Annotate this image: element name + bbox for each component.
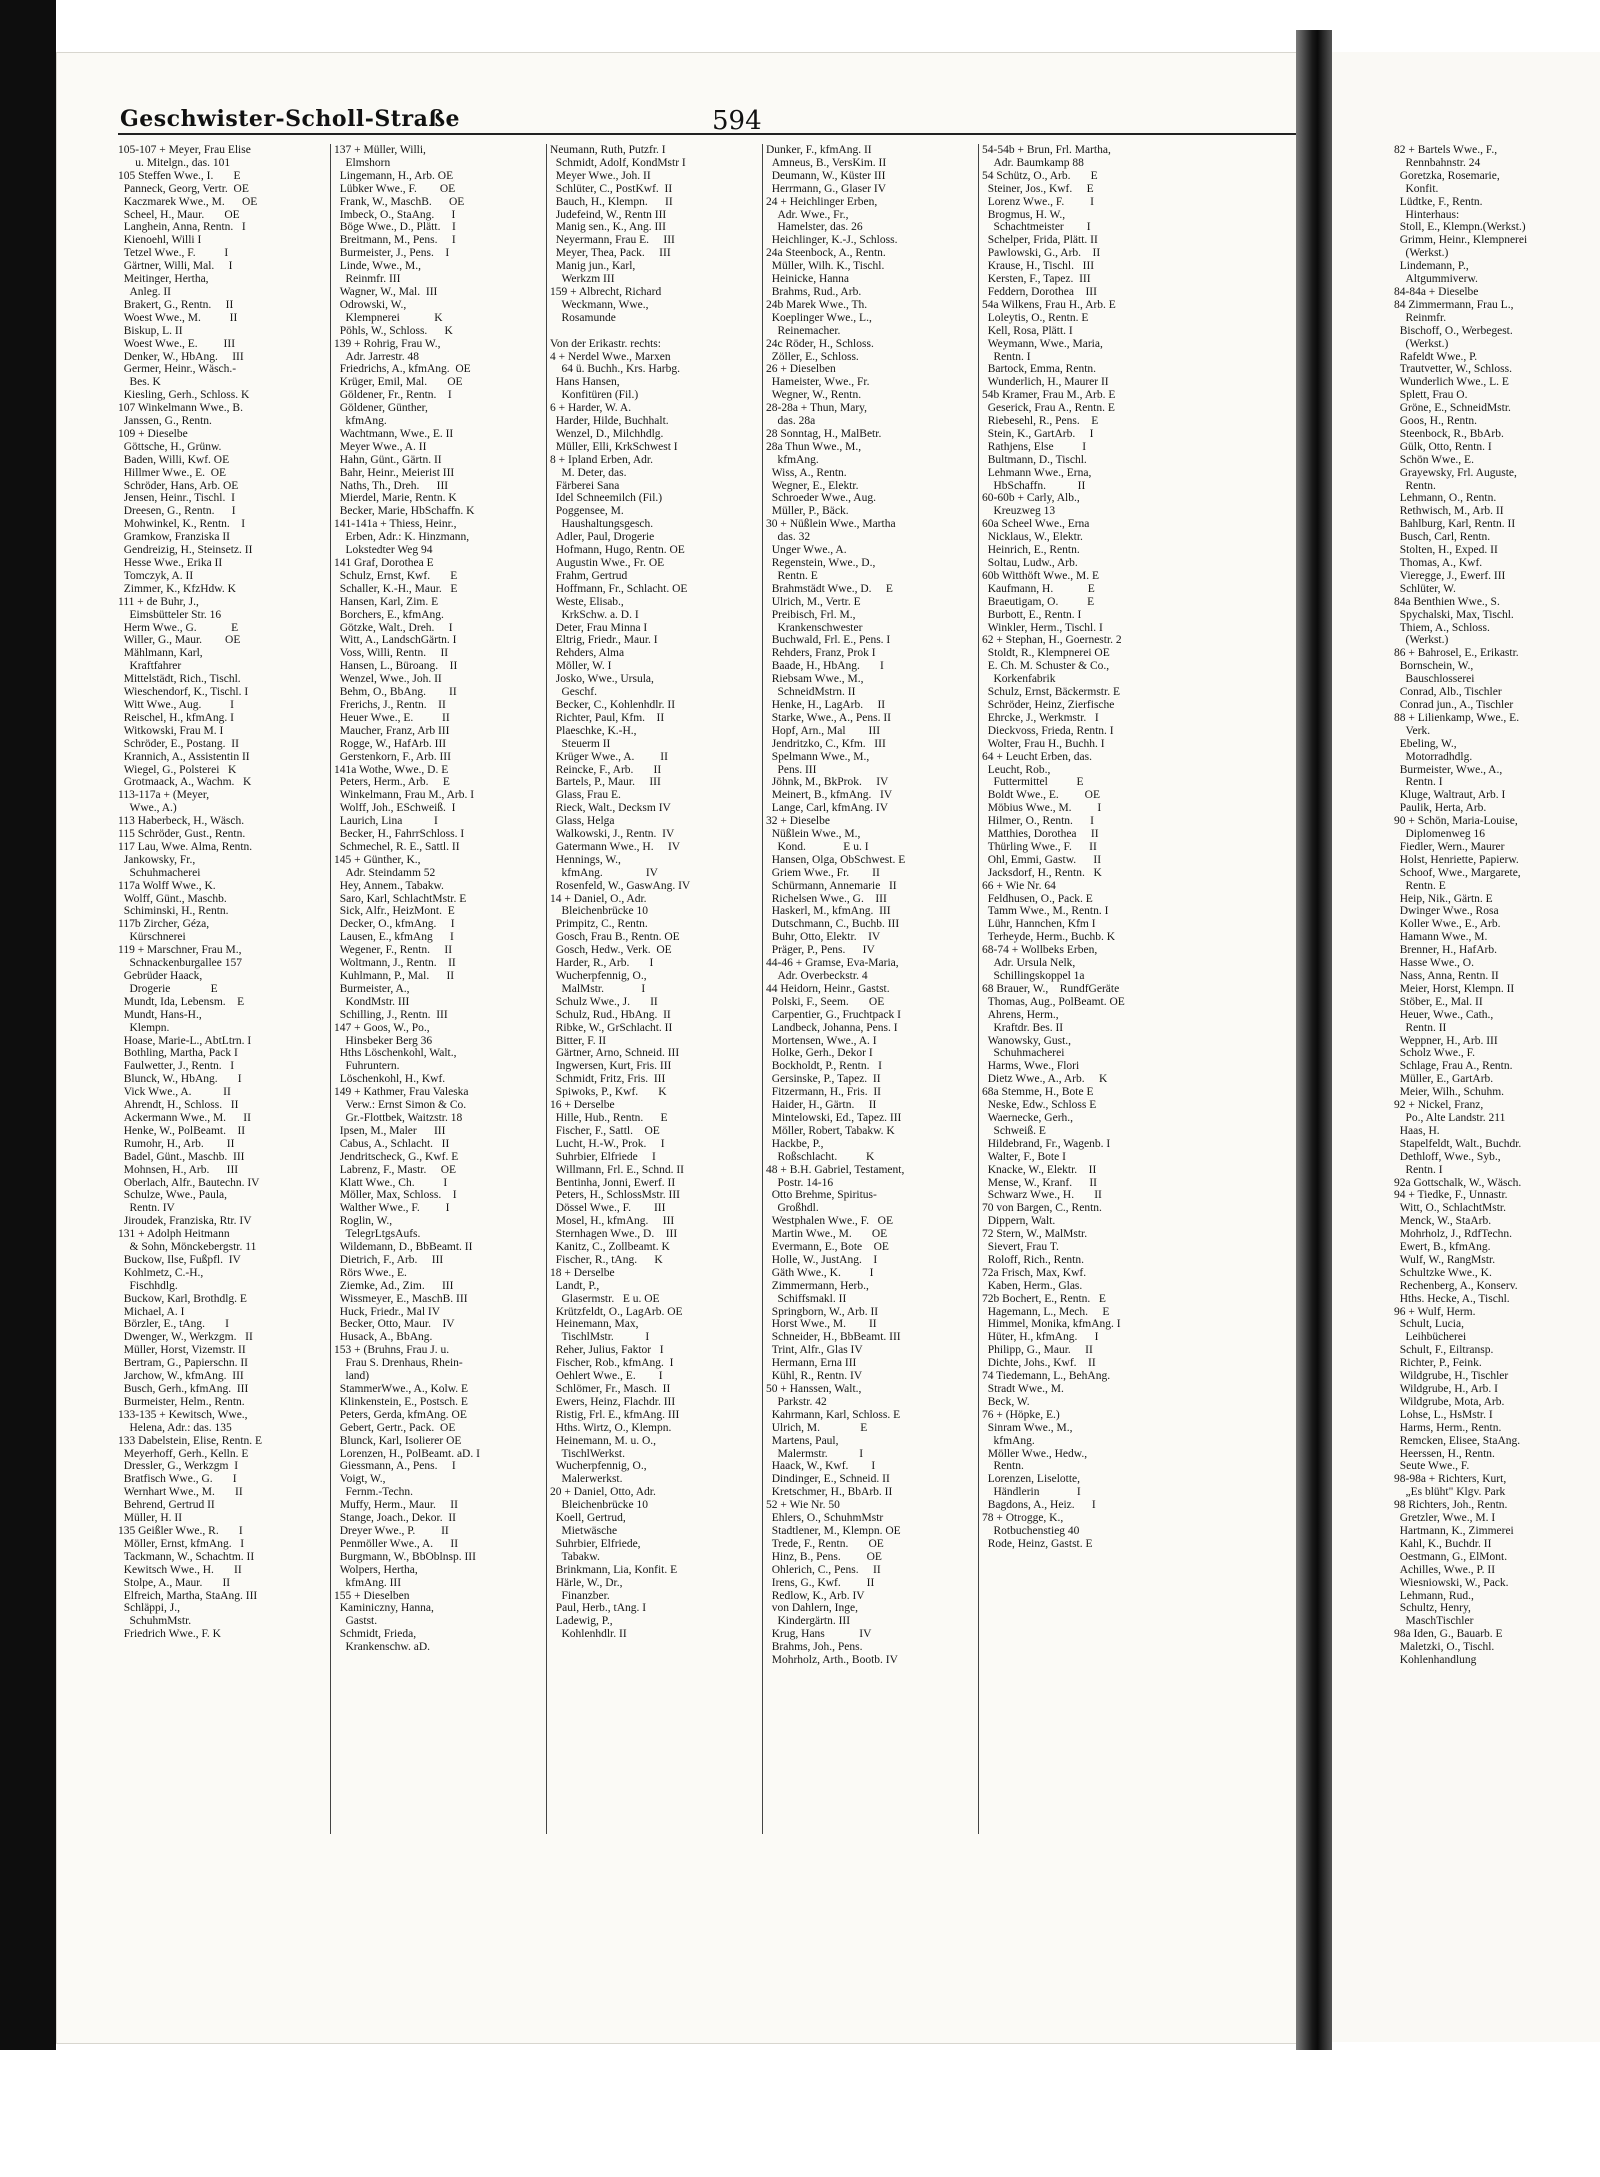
page-street-heading: Geschwister-Scholl-Straße [120, 106, 461, 132]
directory-column-4: Dunker, F., kfmAng. II Amneus, B., VersKim. II Deumann, W., Küster III Herrmann, G., Glaser IV 24 + Heichlinger Erben, Adr. Wwe., Fr., Hamelster, das. 26 Heichlinger, K.-J., Schloss. 24a Steenbock, A., Rentn. Müller, Wilh. K., Tischl. Heinicke, Hanna Brahms, Rud., Arb. 24b Marek Wwe., Th. Koeplinger Wwe., L., Reinemacher. 24c Röder, H., Schloss. Zöller, E., Schloss. 26 + Dieselben Hameister, Wwe., Fr. Wegner, W., Rentn. 28-28a + Thun, Mary, das. 28a 28 Sonntag, H., MalBetr. 28a Thun Wwe., M., kfmAng. Wiss, A., Rentn. Wegner, E., Elektr. Schroeder Wwe., Aug. Müller, P., Bäck. 30 + Nüßlein Wwe., Martha das. 32 Unger Wwe., A. Regenstein, Wwe., D., Rentn. E Brahmstädt Wwe., D. E Ulrich, M., Vertr. E Preibisch, Frl. M., Krankenschwester Buchwald, Frl. E., Pens. I Rehders, Franz, Prok I Baade, H., HbAng. I Riebsam Wwe., M., SchneidMstrn. II Henke, H., LagArb. II Starke, Wwe., A., Pens. II Hopf, Arn., Mal III Jendritzko, C., Kfm. III Spelmann Wwe., M., Pens. III Jöhnk, M., BkProk. IV Meinert, B., kfmAng. IV Lange, Carl, kfmAng. IV 32 + Dieselbe Nüßlein Wwe., M., Kond. E u. I Hansen, Olga, ObSchwest. E Griem Wwe., Fr. II Schürmann, Annemarie II Richelsen Wwe., G. III Haskerl, M., kfmAng. III Dutschmann, C., Buchb. III Buhr, Otto, Elektr. IV Präger, P., Pens. IV 44-46 + Gramse, Eva-Maria, Adr. Overbeckstr. 4 44 Heidorn, Heinr., Gastst. Polski, F., Seem. OE Carpentier, G., Fruchtpack I Landbeck, Johanna, Pens. I Mortensen, Wwe., A. I Holke, Gerh., Dekor I Bockholdt, P., Rentn. I Gersinske, P., Tapez. II Fitzermann, H., Fris. II Haider, H., Gärtn. II Mintelowski, Ed., Tapez. III Möller, Robert, Tabakw. K Hackbe, P., Roßschlacht. K 48 + B.H. Gabriel, Testament, Postr. 14-16 Otto Brehme, Spiritus- Großhdl. Westphalen Wwe., F. OE Martin Wwe., M. OE Evermann, E., Bote OE Holle, W., JustAng. I Gäth Wwe., K. I Zimmermann, Herb., Schiffsmakl. II Springborn, W., Arb. II Horst Wwe., M. II Schneider, H., BbBeamt. III Trint, Alfr., Glas IV Hermann, Erna III Kühl, R., Rentn. IV 50 + Hanssen, Walt., Parkstr. 42 Kahrmann, Karl, Schloss. E Ulrich, M. E Martens, Paul, Malermstr. I Haack, W., Kwf. I Dindinger, E., Schneid. II Kretschmer, H., BbArb. II 52 + Wie Nr. 50 Ehlers, O., SchuhmMstr Stadtlener, M., Klempn. OE Trede, F., Rentn. OE Hinz, B., Pens. OE Ohlerich, C., Pens. II Irens, G., Kwf. II Redlow, K., Arb. IV von Dahlern, Inge, Kindergärtn. III Krug, Hans IV Brahms, Joh., Pens. Mohrholz, Arth., Bootb. IV [766, 144, 906, 1667]
column-divider [546, 144, 547, 1834]
directory-column-2: 137 + Müller, Willi, Elmshorn Lingemann, H., Arb. OE Lübker Wwe., F. OE Frank, W., MaschB. OE Imbeck, O., StaAng. I Böge Wwe., D., Plätt. I Breitmann, M., Pens. I Burmeister, J., Pens. I Linde, Wwe., M., Reinmfr. III Wagner, W., Mal. III Odrowski, W., Klempnerei K Pöhls, W., Schloss. K 139 + Rohrig, Frau W., Adr. Jarrestr. 48 Friedrichs, A., kfmAng. OE Krüger, Emil, Mal. OE Göldener, Fr., Rentn. I Göldener, Günther, kfmAng. Wachtmann, Wwe., E. II Meyer Wwe., A. II Hahn, Günt., Gärtn. II Bahr, Heinr., Meierist III Naths, Th., Dreh. III Mierdel, Marie, Rentn. K Becker, Marie, HbSchaffn. K 141-141a + Thiess, Heinr., Erben, Adr.: K. Hinzmann, Lokstedter Weg 94 141 Graf, Dorothea E Schulz, Ernst, Kwf. E Schaller, K.-H., Maur. E Hansen, Karl, Zim. E Borchers, E., kfmAng. Götzke, Walt., Dreh. I Witt, A., LandschGärtn. I Voss, Willi, Rentn. II Hansen, L., Büroang. II Wenzel, Wwe., Joh. II Behm, O., BbAng. II Frerichs, J., Rentn. II Heuer Wwe., E. II Maucher, Franz, Arb III Rogge, W., HafArb. III Gerstenkorn, F., Arb. III 141a Wothe, Wwe., D. E Peters, Herm., Arb. E Winkelmann, Frau M., Arb. I Wolff, Joh., ESchweiß. I Laurich, Lina I Becker, H., FahrrSchloss. I Schmechel, R. E., Sattl. II 145 + Günther, K., Adr. Steindamm 52 Hey, Annem., Tabakw. Saro, Karl, SchlachtMstr. E Sick, Alfr., HeizMont. E Decker, O., kfmAng. I Lausen, E., kfmAng I Wegener, F., Rentn. II Woltmann, J., Rentn. II Kuhlmann, P., Mal. II Burmeister, A., KondMstr. III Schilling, J., Rentn. III 147 + Goos, W., Po., Hinsbeker Berg 36 Hths Löschenkohl, Walt., Fuhruntern. Löschenkohl, H., Kwf. 149 + Kathmer, Frau Valeska Verw.: Ernst Simon & Co. Gr.-Flottbek, Waitzstr. 18 Ipsen, M., Maler III Cabus, A., Schlacht. II Jendritscheck, G., Kwf. E Labrenz, F., Mastr. OE Klatt Wwe., Ch. I Möller, Max, Schloss. I Walther Wwe., F. I Roglin, W., TelegrLtgsAufs. Wildemann, D., BbBeamt. II Dietrich, F., Arb. III Rörs Wwe., E. Ziemke, Ad., Zim. III Wissmeyer, E., MaschB. III Huck, Friedr., Mal IV Becker, Otto, Maur. IV Husack, A., BbAng. 153 + (Bruhns, Frau J. u. Frau S. Drenhaus, Rhein- land) StammerWwe., A., Kolw. E Klinkenstein, E., Postsch. E Peters, Gerda, kfmAng. OE Gebert, Gertr., Pack. OE Blunck, Karl, Isolierer OE Lorenzen, H., PolBeamt. aD. I Giessmann, A., Pens. I Voigt, W., Fernm.-Techn. Muffy, Herm., Maur. II Stange, Joach., Dekor. II Dreyer Wwe., P. II Penmöller Wwe., A. II Burgmann, W., BbOblnsp. III Wolpers, Hertha, kfmAng. III 155 + Dieselben Kaminiczny, Hanna, Gastst. Schmidt, Frieda, Krankenschw. aD. [334, 144, 480, 1654]
directory-column-1: 105-107 + Meyer, Frau Elise u. Mitelgn., das. 101 105 Steffen Wwe., I. E Panneck, Georg, Vertr. OE Kaczmarek Wwe., M. OE Scheel, H., Maur. OE Langhein, Anna, Rentn. I Kienoehl, Willi I Tetzel Wwe., F. I Gärtner, Willi, Mal. I Meitinger, Hertha, Anleg. II Brakert, G., Rentn. II Woest Wwe., M. II Biskup, L. II Woest Wwe., E. III Denker, W., HbAng. III Germer, Heinr., Wäsch.- Bes. K Kiesling, Gerh., Schloss. K 107 Winkelmann Wwe., B. Janssen, G., Rentn. 109 + Dieselbe Göttsche, H., Grünw. Baden, Willi, Kwf. OE Hillmer Wwe., E. OE Schröder, Hans, Arb. OE Jensen, Heinr., Tischl. I Dreesen, G., Rentn. I Mohwinkel, K., Rentn. I Gramkow, Franziska II Gendreizig, H., Steinsetz. II Hesse Wwe., Erika II Tomczyk, A. II Zimmer, K., KfzHdw. K 111 + de Buhr, J., Eimsbütteler Str. 16 Herm Wwe., G. E Willer, G., Maur. OE Mählmann, Karl, Kraftfahrer Mittelstädt, Rich., Tischl. Wieschendorf, K., Tischl. I Witt Wwe., Aug. I Reischel, H., kfmAng. I Witkowski, Frau M. I Schröder, E., Postang. II Krannich, A., Assistentin II Wiegel, G., Polsterei K Grotmaack, A., Wachm. K 113-117a + (Meyer, Wwe., A.) 113 Haberbeck, H., Wäsch. 115 Schröder, Gust., Rentn. 117 Lau, Wwe. Alma, Rentn. Jankowsky, Fr., Schuhmacherei 117a Wolff Wwe., K. Wolff, Günt., Maschb. Schiminski, H., Rentn. 117b Zircher, Géza, Kürschnerei 119 + Marschner, Frau M., Schnackenburgallee 157 Gebrüder Haack, Drogerie E Mundt, Ida, Lebensm. E Mundt, Hans-H., Klempn. Hoase, Marie-L., AbtLtrn. I Bothling, Martha, Pack I Faulwetter, J., Rentn. I Blunck, W., HbAng. I Vick Wwe., A. II Ahrendt, H., Schloss. II Ackermann Wwe., M. II Henke, W., PolBeamt. II Rumohr, H., Arb. II Badel, Günt., Maschb. III Mohnsen, H., Arb. III Oberlach, Alfr., Bautechn. IV Schulze, Wwe., Paula, Rentn. IV Jiroudek, Franziska, Rtr. IV 131 + Adolph Heitmann & Sohn, Mönckebergstr. 11 Buckow, Ilse, Fußpfl. IV Kohlmetz, C.-H., Fischhdlg. Buckow, Karl, Brothdlg. E Michael, A. I Börzler, E., tAng. I Dwenger, W., Werkzgm. II Müller, Horst, Vizemstr. II Bertram, G., Papierschn. II Jarchow, W., kfmAng. III Busch, Gerh., kfmAng. III Burmeister, Helm., Rentn. 133-135 + Kewitsch, Wwe., Helena, Adr.: das. 135 133 Dabelstein, Elise, Rentn. E Meyerhoff, Gerh., Kelln. E Dressler, G., Werkzgm I Bratfisch Wwe., G. I Wernhart Wwe., M. II Behrend, Gertrud II Müller, H. II 135 Geißler Wwe., R. I Möller, Ernst, kfmAng. I Tackmann, W., Schachtm. II Kewitsch Wwe., H. II Stolpe, A., Maur. II Elfreich, Martha, StaAng. III Schläppi, J., SchuhmMstr. Friedrich Wwe., F. K [118, 144, 263, 1641]
directory-column-5: 54-54b + Brun, Frl. Martha, Adr. Baumkamp 88 54 Schütz, O., Arb. E Steiner, Jos., Kwf. E Lorenz Wwe., F. I Brogmus, H. W., Schachtmeister I Schelper, Frida, Plätt. II Pawlowski, G., Arb. II Krause, H., Tischl. III Kersten, F., Tapez. III Feddern, Dorothea III 54a Wilkens, Frau H., Arb. E Loleytis, O., Rentn. E Kell, Rosa, Plätt. I Weymann, Wwe., Maria, Rentn. I Bartock, Emma, Rentn. Wunderlich, H., Maurer II 54b Kramer, Frau M., Arb. E Geserick, Frau A., Rentn. E Riebesehl, R., Pens. E Stein, K., GartArb. I Rathjens, Else I Bultmann, D., Tischl. Lehmann Wwe., Erna, HbSchaffn. II 60-60b + Carly, Alb., Kreuzweg 13 60a Scheel Wwe., Erna Nicklaus, W., Elektr. Heinrich, E., Rentn. Soltau, Ludw., Arb. 60b Witthöft Wwe., M. E Kaufmann, H. E Braeutigam, O. E Burbott, E., Rentn. I Winkler, Herm., Tischl. I 62 + Stephan, H., Goernestr. 2 Stoldt, R., Klempnerei OE E. Ch. M. Schuster & Co., Korkenfabrik Schulz, Ernst, Bäckermstr. E Schröder, Heinz, Zierfische Ehrcke, J., Werkmstr. I Dieckvoss, Frieda, Rentn. I Wolter, Frau H., Buchh. I 64 + Leucht Erben, das. Leucht, Rob., Futtermittel E Boldt Wwe., E. OE Möbius Wwe., M. I Hilmer, O., Rentn. I Matthies, Dorothea II Thürling Wwe., F. II Ohl, Emmi, Gastw. II Jacksdorf, H., Rentn. K 66 + Wie Nr. 64 Feldhusen, O., Pack. E Tamm Wwe., M., Rentn. I Lühr, Hannchen, Kfm I Terheyde, Herm., Buchb. K 68-74 + Wollbeks Erben, Adr. Ursula Nelk, Schillingskoppel 1a 68 Brauer, W., RundfGeräte Thomas, Aug., PolBeamt. OE Ahrens, Herm., Kraftdr. Bes. II Wanowsky, Gust., Schuhmacherei Harms, Wwe., Flori Dietz Wwe., A., Arb. K 68a Stemme, H., Bote E Neske, Edw., Schloss E Waernecke, Gerh., Schweiß. E Hildebrand, Fr., Wagenb. I Walter, F., Bote I Knacke, W., Elektr. II Mense, W., Kranf. II Schwarz Wwe., H. II 70 von Bargen, C., Rentn. Dippern, Walt. 72 Stern, W., MalMstr. Sievert, Frau T. Roloff, Rich., Rentn. 72a Frisch, Max, Kwf. Kaben, Herm., Glas. 72b Bochert, E., Rentn. E Hagemann, L., Mech. E Himmel, Monika, kfmAng. I Hüter, H., kfmAng. I Philipp, G., Maur. II Dichte, Johs., Kwf. II 74 Tiedemann, L., BehAng. Stradt Wwe., M. Beck, W. 76 + (Höpke, E.) Sinram Wwe., M., kfmAng. Möller Wwe., Hedw., Rentn. Lorenzen, Liselotte, Händlerin I Bagdons, A., Heiz. I 78 + Otrogge, K., Rotbuchenstieg 40 Rode, Heinz, Gastst. E [982, 144, 1125, 1550]
scan-bottom-margin [0, 2050, 1600, 2177]
scan-edge-shadow [0, 0, 56, 2050]
directory-column-3: Neumann, Ruth, Putzfr. I Schmidt, Adolf, KondMstr I Meyer Wwe., Joh. II Schlüter, C., PostKwf. II Bauch, H., Klempn. II Judefeind, W., Rentn III Manig sen., K., Ang. III Neyermann, Frau E. III Meyer, Thea, Pack. III Manig jun., Karl, Werkzm III 159 + Albrecht, Richard Weckmann, Wwe., Rosamunde Von der Erikastr. rechts: 4 + Nerdel Wwe., Marxen 64 ü. Buchh., Krs. Harbg. Hans Hansen, Konfitüren (Fil.) 6 + Harder, W. A. Harder, Hilde, Buchhalt. Wenzel, D., Milchhdlg. Müller, Elli, KrkSchwest I 8 + Ipland Erben, Adr. M. Deter, das. Färberei Sana Idel Schneemilch (Fil.) Poggensee, M. Haushaltungsgesch. Adler, Paul, Drogerie Hofmann, Hugo, Rentn. OE Augustin Wwe., Fr. OE Frahm, Gertrud Hoffmann, Fr., Schlacht. OE Weste, Elisab., KrkSchw. a. D. I Deter, Frau Minna I Eltrig, Friedr., Maur. I Rehders, Alma Möller, W. I Josko, Wwe., Ursula, Geschf. Becker, C., Kohlenhdlr. II Richter, Paul, Kfm. II Plaeschke, K.-H., Steuerm II Krüger Wwe., A. II Reincke, F., Arb. II Bartels, P., Maur. III Glass, Frau E. Rieck, Walt., Decksm IV Glass, Helga Walkowski, J., Rentn. IV Gatermann Wwe., H. IV Hennings, W., kfmAng. IV Rosenfeld, W., GaswAng. IV 14 + Daniel, O., Adr. Bleichenbrücke 10 Primpitz, C., Rentn. Gosch, Frau B., Rentn. OE Gosch, Hedw., Verk. OE Harder, R., Arb. I Wucherpfennig, O., MalMstr. I Schulz Wwe., J. II Schulz, Rud., HbAng. II Ribke, W., GrSchlacht. II Bitter, F. II Gärtner, Arno, Schneid. III Ingwersen, Kurt, Fris. III Schmidt, Fritz, Fris. III Spiwoks, P., Kwf. K 16 + Derselbe Hille, Hub., Rentn. E Fischer, F., Sattl. OE Lucht, H.-W., Prok. I Suhrbier, Elfriede I Willmann, Frl. E., Schnd. II Bentinha, Jonni, Ewerf. II Peters, H., SchlossMstr. III Dössel Wwe., F. III Mosel, H., kfmAng. III Sternhagen Wwe., D. III Kanitz, C., Zollbeamt. K Fischer, R., tAng. K 18 + Derselbe Landt, P., Glasermstr. E u. OE Krützfeldt, O., LagArb. OE Heinemann, Max, TischlMstr. I Reher, Julius, Faktor I Fischer, Rob., kfmAng. I Oehlert Wwe., E. I Schlömer, Fr., Masch. II Ewers, Heinz, Flachdr. III Ristig, Frl. E., kfmAng. III Hths. Wirtz, O., Klempn. Heinemann, M. u. O., TischlWerkst. Wucherpfennig, O., Malerwerkst. 20 + Daniel, Otto, Adr. Bleichenbrücke 10 Koell, Gertrud, Mietwäsche Suhrbier, Elfriede, Tabakw. Brinkmann, Lia, Konfit. E Härle, W., Dr., Finanzber. Paul, Herb., tAng. I Ladewig, P., Kohlenhdlr. II [550, 144, 691, 1641]
column-divider [330, 144, 331, 1834]
book-gutter [1296, 30, 1332, 2070]
page-number: 594 [712, 106, 762, 136]
next-page-column: 82 + Bartels Wwe., F., Rennbahnstr. 24 Goretzka, Rosemarie, Konfit. Lüdtke, F., Rentn. Hinterhaus: Stoll, E., Klempn.(Werkst.) Grimm, Heinr., Klempnerei (Werkst.) Lindemann, P., Altgummiverw. 84-84a + Dieselbe 84 Zimmermann, Frau L., Reinmfr. Bischoff, O., Werbegest. (Werkst.) Rafeldt Wwe., P. Trautvetter, W., Schloss. Wunderlich Wwe., L. E Splett, Frau O. Gröne, E., SchneidMstr. Goos, H., Rentn. Steenbock, R., BbArb. Gülk, Otto, Rentn. I Schön Wwe., E. Grayewsky, Frl. Auguste, Rentn. Lehmann, O., Rentn. Rethwisch, M., Arb. II Bahlburg, Karl, Rentn. II Busch, Carl, Rentn. Stolten, H., Exped. II Thomas, A., Kwf. Vieregge, J., Ewerf. III Schlüter, W. 84a Benthien Wwe., S. Spychalski, Max, Tischl. Thiem, A., Schloss. (Werkst.) 86 + Bahrosel, E., Erikastr. Bornschein, W., Bauschlosserei Conrad, Alb., Tischler Conrad jun., A., Tischler 88 + Lilienkamp, Wwe., E. Verk. Ebeling, W., Motorradhdlg. Burmeister, Wwe., A., Rentn. I Kluge, Waltraut, Arb. I Paulik, Herta, Arb. 90 + Schön, Maria-Louise, Diplomenweg 16 Fiedler, Wern., Maurer Holst, Henriette, Papierw. Schoof, Wwe., Margarete, Rentn. E Heip, Nik., Gärtn. E Dwinger Wwe., Rosa Koller Wwe., E., Arb. Hamann Wwe., M. Brenner, H., HafArb. Hasse Wwe., O. Nass, Anna, Rentn. II Meier, Horst, Klempn. II Stöber, E., Mal. II Heuer, Wwe., Cath., Rentn. II Weppner, H., Arb. III Scholz Wwe., F. Schlage, Frau A., Rentn. Müller, E., GartArb. Meier, Wilh., Schuhm. 92 + Nickel, Franz, Po., Alte Landstr. 211 Haas, H. Stapelfeldt, Walt., Buchdr. Dethloff, Wwe., Syb., Rentn. I 92a Gottschalk, W., Wäsch. 94 + Tiedke, F., Unnastr. Witt, O., SchlachtMstr. Menck, W., StaArb. Mohrholz, J., RdfTechn. Ewert, B., kfmAng. Wulf, W., RangMstr. Schultzke Wwe., K. Rechenberg, A., Konserv. Hths. Hecke, A., Tischl. 96 + Wulf, Herm. Schult, Lucia, Leihbücherei Schult, F., Eiltransp. Richter, P., Feink. Wildgrube, H., Tischler Wildgrube, H., Arb. I Wildgrube, Mota, Arb. Lohse, L., HsMstr. I Harms, Herm., Rentn. Remcken, Elisee, StaAng. Heerssen, H., Rentn. Seute Wwe., F. 98-98a + Richters, Kurt, „Es blüht" Klgv. Park 98 Richters, Joh., Rentn. Gretzler, Wwe., M. I Hartmann, K., Zimmerei Kahl, K., Buchdr. II Oestmann, G., ElMont. Achilles, Wwe., P. II Wiesniowski, W., Pack. Lehmann, Rud., Schultz, Henry, MaschTischler 98a Iden, G., Bauarb. E Maletzki, O., Tischl. Kohlenhandlung [1394, 144, 1528, 1667]
column-divider [762, 144, 763, 1834]
column-divider [978, 144, 979, 1834]
next-page-partial [1332, 52, 1600, 2042]
